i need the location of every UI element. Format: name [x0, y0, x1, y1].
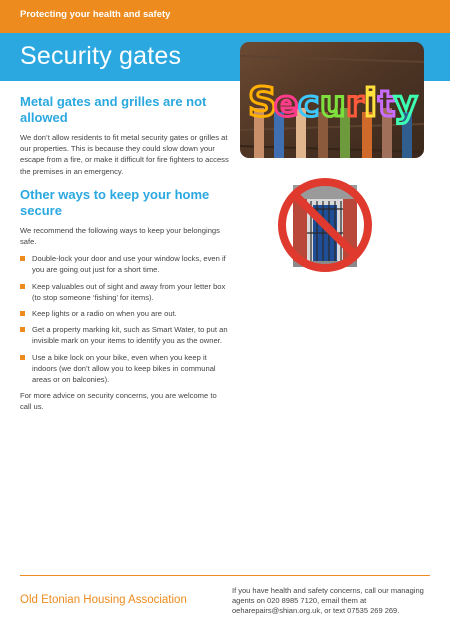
no-security-gate-image [275, 175, 375, 275]
list-item [20, 308, 230, 319]
bullet-square-icon [20, 256, 25, 261]
list-item-text: Keep valuables out of sight and away from your letter box (to stop someone ‘fishing’ for items). [32, 281, 226, 302]
section-body-metal-gates: We don’t allow residents to fit metal security gates or grilles at our properties. This is because they could slow down your escape from a fire, or make it difficult for fire fighters to access the premises in an emergency. [20, 133, 229, 176]
security-tips-list [20, 253, 230, 385]
list-item [20, 281, 230, 303]
list-item [20, 352, 230, 386]
main-content [20, 94, 230, 413]
no-entry-door-photo-icon [275, 175, 375, 275]
contact-info: If you have health and safety concerns, call our managing agents on 020 8985 7120, email them at oeharepairs@shian.org.uk, or text 07535 269 269. [232, 586, 424, 616]
section-intro-other-ways: We recommend the following ways to keep your belongings safe. [20, 225, 220, 247]
bullet-square-icon [20, 355, 25, 360]
list-item-text: Keep lights or a radio on when you are out. [32, 309, 177, 319]
security-letters-image [240, 42, 424, 158]
list-item [20, 253, 230, 275]
svg-text:u: u [320, 84, 346, 125]
svg-text:t: t [378, 84, 396, 125]
svg-text:r: r [346, 84, 364, 125]
svg-text:c: c [298, 84, 320, 125]
bullet-square-icon [20, 284, 25, 289]
header-bar [0, 0, 450, 33]
bullet-square-icon [20, 327, 25, 332]
hands-holding-letters-photo-icon [240, 42, 424, 158]
section-heading-metal-gates: Metal gates and grilles are not allowed [20, 94, 207, 125]
svg-text:S: S [248, 80, 277, 126]
organisation-name: Old Etonian Housing Association [20, 594, 187, 606]
bullet-square-icon [20, 311, 25, 316]
svg-text:y: y [394, 84, 418, 125]
list-item-text: Use a bike lock on your bike, even when you keep it indoors (we don’t allow you to keep bikes in communal areas or on balconies). [32, 352, 216, 385]
list-item [20, 324, 230, 346]
section-heading-other-ways: Other ways to keep your home secure [20, 186, 210, 218]
header-tagline: Protecting your health and safety [20, 9, 171, 20]
svg-text:i: i [364, 81, 378, 125]
svg-text:e: e [274, 84, 299, 125]
list-item-text: Double-lock your door and use your window locks, even if you are going out just for a short time. [32, 254, 226, 275]
closing-advice: For more advice on security concerns, you are welcome to call us. [20, 391, 217, 412]
footer-divider [20, 575, 430, 576]
page-title: Security gates [20, 42, 182, 70]
list-item-text: Get a property marking kit, such as Smart Water, to put an invisible mark on your items to identify you as the owner. [32, 325, 228, 346]
